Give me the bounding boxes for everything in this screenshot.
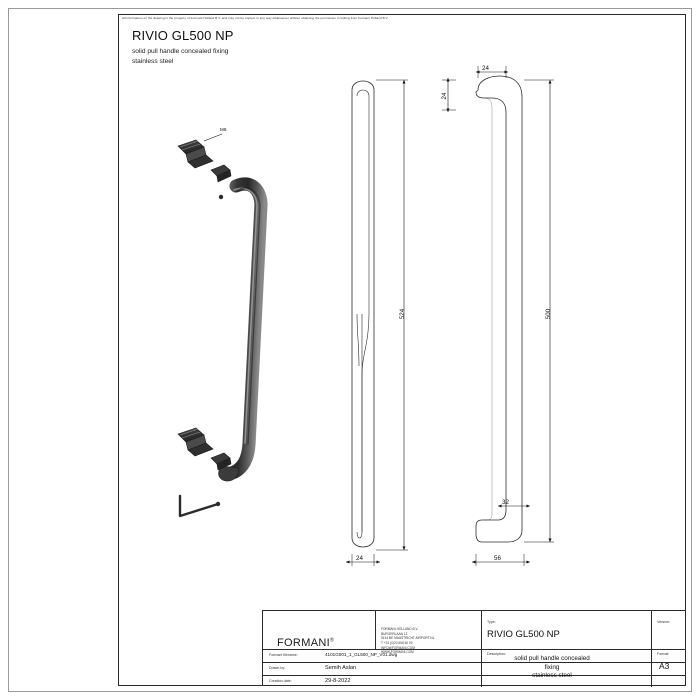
value-description-line2: fixing (544, 663, 560, 671)
tb-rule-3 (263, 675, 685, 676)
tb-vrule-3 (375, 611, 376, 649)
label-creation-date: Creation date: (269, 679, 292, 683)
brand-name: FORMANI (277, 637, 331, 649)
top-fixing-bolt (178, 140, 231, 182)
dim-overall-length-text: 524 (399, 308, 406, 320)
label-version: Version: (657, 620, 670, 624)
m8-leader-line (204, 134, 222, 141)
value-description-line1: solid pull handle concealed (514, 655, 590, 662)
legal-disclaimer: All information on the drawing is the property of Formani Holland B.V. and may not be copied, in any way whatsoever without obtaining the permission in writing from Formani Holland B.V. (122, 16, 389, 20)
tb-vrule-5 (651, 649, 652, 687)
page-subtitle-line1: solid pull handle concealed fixing (132, 48, 229, 55)
dim-top-width-text: 24 (482, 65, 489, 72)
dim-handle-length (524, 80, 554, 542)
value-type: RIVIO GL500 NP (487, 629, 560, 640)
label-format: Format: (657, 652, 670, 656)
technical-drawing-area (118, 14, 686, 686)
handle-front-outline (352, 81, 374, 547)
dim-side-thickness (441, 78, 456, 112)
tb-vrule-4 (651, 611, 652, 649)
fixing-hole-top (219, 195, 223, 199)
dim-bottom-width-text: 24 (356, 555, 363, 562)
brand-trademark: ® (330, 637, 335, 644)
value-description-line3: stainless steel (532, 672, 572, 679)
label-drawn-by: Drawn by: (269, 666, 286, 670)
thread-label: M8 (220, 127, 227, 132)
tb-rule-1 (263, 649, 685, 650)
label-type: Type: (487, 620, 496, 624)
value-drawn-by: Semih Aslan (325, 665, 357, 671)
perspective-view (178, 127, 267, 516)
dim-side-thickness-text: 24 (441, 92, 448, 100)
dim-base-width (472, 554, 530, 566)
value-format: A3 (659, 661, 670, 671)
brand-logo (277, 637, 334, 649)
handle-side-outline (476, 76, 522, 542)
label-description: Description: (487, 652, 506, 656)
side-elevation-view (441, 65, 554, 566)
dim-handle-length-text: 500 (545, 308, 552, 320)
company-address: FORMANI HOLLAND B.V. BURGERLAAN 12 9134 BE MAASTRICHT AIRPORT NL T +31 (0)20 658 60 00 INFO@FORMANI.COM WWW.FORMANI.COM (381, 627, 435, 655)
page-title: RIVIO GL500 NP (132, 28, 234, 43)
title-block (262, 610, 686, 686)
tb-vrule-1 (481, 611, 482, 649)
bottom-fixing-bolt (178, 428, 231, 470)
front-elevation-view (346, 80, 408, 566)
label-filename: Formani filename: (269, 653, 298, 657)
value-creation-date: 29-8-2022 (325, 678, 351, 684)
page-subtitle-line2: stainless steel (132, 57, 174, 65)
dim-base-depth-text: 32 (502, 499, 509, 506)
value-description (487, 655, 617, 681)
dim-top-width (346, 554, 380, 566)
dim-base-width-text: 56 (494, 555, 501, 562)
dim-overall-length (376, 80, 408, 550)
tb-vrule-2 (481, 649, 482, 687)
value-filename: 4101G001_1_GL500_NP_V01.dwg (325, 652, 398, 657)
allen-key-tool (180, 496, 220, 516)
tb-rule-2 (263, 662, 685, 663)
